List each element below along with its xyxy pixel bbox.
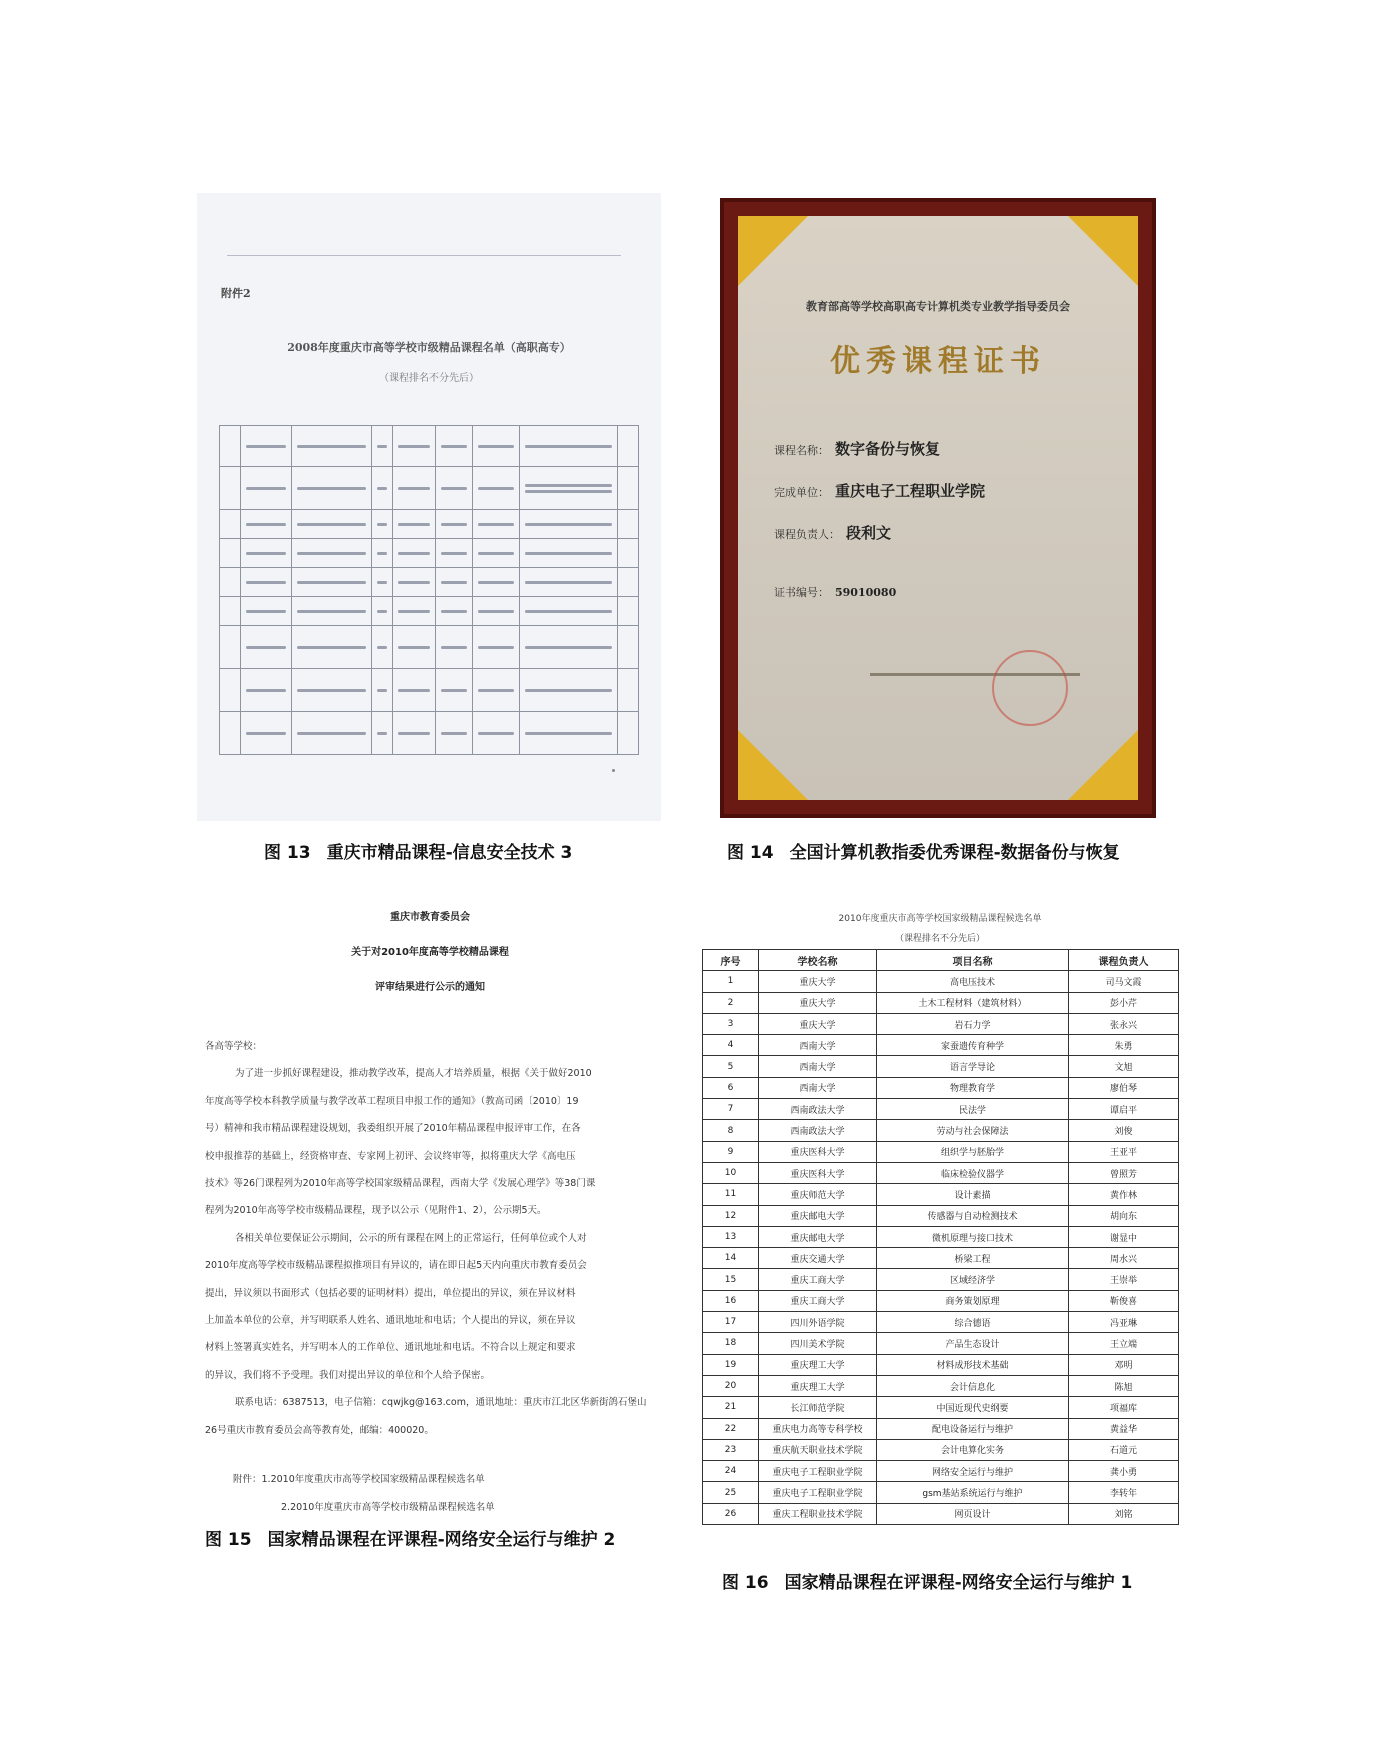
cell-school: 西南政法大学 xyxy=(759,1099,877,1120)
cell-index: 7 xyxy=(703,1099,759,1120)
table-row xyxy=(703,1333,1179,1354)
notice-line: 提出，异议须以书面形式（包括必要的证明材料）提出，单位提出的异议，须在异议材料 xyxy=(205,1287,576,1299)
table-row xyxy=(703,1056,1179,1077)
notice-line: 年度高等学校本科教学质量与教学改革工程项目申报工作的通知》（教高司函〔2010〕19 xyxy=(205,1095,579,1107)
unit-value: 重庆电子工程职业学院 xyxy=(835,482,986,500)
cell-project: 中国近现代史纲要 xyxy=(877,1397,1069,1418)
cell-school: 西南政法大学 xyxy=(759,1120,877,1141)
table-row xyxy=(703,1248,1179,1269)
leader-label: 课程负责人： xyxy=(774,528,840,541)
gold-corner-bottom-right xyxy=(1068,730,1138,800)
table-row xyxy=(703,1141,1179,1162)
cell-project: 微机原理与接口技术 xyxy=(877,1226,1069,1247)
table-row xyxy=(703,1162,1179,1183)
notice-line: 为了进一步抓好课程建设，推动教学改革，提高人才培养质量，根据《关于做好2010 xyxy=(235,1068,592,1080)
table-row xyxy=(703,992,1179,1013)
cell-school: 重庆电子工程职业学院 xyxy=(759,1482,877,1503)
caption-fig14-text: 全国计算机教指委优秀课程-数据备份与恢复 xyxy=(789,843,1120,863)
cell-project: 岩石力学 xyxy=(877,1013,1069,1034)
figure-16-candidate-table xyxy=(702,909,1178,1525)
cell-project: 语言学导论 xyxy=(877,1056,1069,1077)
cell-school: 重庆电力高等专科学校 xyxy=(759,1418,877,1439)
cell-index: 12 xyxy=(703,1205,759,1226)
cell-leader: 彭小芹 xyxy=(1069,992,1179,1013)
notice-line: 2010年度高等学校市级精品课程拟推项目有异议的，请在即日起5天内向重庆市教育委员会 xyxy=(205,1260,587,1272)
cell-school: 重庆航天职业技术学院 xyxy=(759,1439,877,1460)
cell-school: 西南大学 xyxy=(759,1035,877,1056)
cell-index: 6 xyxy=(703,1077,759,1098)
col-header-project: 项目名称 xyxy=(877,950,1069,971)
cell-school: 重庆大学 xyxy=(759,992,877,1013)
table-row xyxy=(703,1397,1179,1418)
cell-index: 9 xyxy=(703,1141,759,1162)
figure-13-scanned-list xyxy=(197,193,661,821)
notice-line: 技术》等26门课程列为2010年高等学校国家级精品课程，西南大学《发展心理学》等38门课 xyxy=(205,1178,596,1190)
notice-line: 的异议，我们将不予受理。我们对提出异议的单位和个人给予保密。 xyxy=(205,1369,491,1381)
figure-15-notice xyxy=(205,908,655,1518)
notice-attachment-1: 附件：1.2010年度重庆市高等学校国家级精品课程候选名单 xyxy=(233,1474,485,1486)
caption-fig15-number: 图 15 xyxy=(205,1530,252,1550)
cell-school: 四川外语学院 xyxy=(759,1312,877,1333)
cell-leader: 司马文霞 xyxy=(1069,971,1179,992)
caption-fig16 xyxy=(722,1568,1132,1593)
cell-project: 民法学 xyxy=(877,1099,1069,1120)
scan-top-rule xyxy=(227,255,621,256)
table-row xyxy=(703,1461,1179,1482)
gold-corner-top-left xyxy=(738,216,808,286)
cell-project: 网页设计 xyxy=(877,1503,1069,1524)
cell-school: 重庆工商大学 xyxy=(759,1269,877,1290)
cell-project: 高电压技术 xyxy=(877,971,1069,992)
cell-leader: 文旭 xyxy=(1069,1056,1179,1077)
table-subtitle: （课程排名不分先后） xyxy=(894,934,985,944)
table-row xyxy=(703,1312,1179,1333)
notice-line: 26号重庆市教育委员会高等教育处，邮编：400020。 xyxy=(205,1424,434,1436)
unit-label: 完成单位： xyxy=(774,486,829,499)
cell-leader: 李转年 xyxy=(1069,1482,1179,1503)
figure-14-certificate xyxy=(720,198,1156,818)
cell-leader: 黄益华 xyxy=(1069,1418,1179,1439)
fig13-title: 2008年度重庆市高等学校市级精品课程名单（高职高专） xyxy=(287,341,571,354)
certificate-leader-row xyxy=(774,522,891,543)
table-row xyxy=(703,1269,1179,1290)
table-row xyxy=(703,1099,1179,1120)
caption-fig13 xyxy=(264,838,572,863)
cell-index: 21 xyxy=(703,1397,759,1418)
cell-index: 19 xyxy=(703,1354,759,1375)
cell-project: 劳动与社会保障法 xyxy=(877,1120,1069,1141)
cell-index: 23 xyxy=(703,1439,759,1460)
caption-fig14-number: 图 14 xyxy=(727,843,774,863)
table-header-row xyxy=(703,950,1179,971)
col-header-leader: 课程负责人 xyxy=(1069,950,1179,971)
table-row xyxy=(703,1077,1179,1098)
cert-number-label: 证书编号： xyxy=(774,586,829,599)
cell-school: 重庆医科大学 xyxy=(759,1162,877,1183)
cell-leader: 胡向东 xyxy=(1069,1205,1179,1226)
notice-line: 联系电话：6387513，电子信箱：cqwjkg@163.com，通讯地址：重庆市江北区华新街鸽石堡山 xyxy=(235,1397,647,1409)
cell-school: 重庆电子工程职业学院 xyxy=(759,1461,877,1482)
candidate-table xyxy=(702,949,1179,1525)
fig13-subtitle: （课程排名不分先后） xyxy=(379,373,479,384)
cell-project: 桥梁工程 xyxy=(877,1248,1069,1269)
cell-project: 商务策划原理 xyxy=(877,1290,1069,1311)
cell-index: 17 xyxy=(703,1312,759,1333)
cell-index: 16 xyxy=(703,1290,759,1311)
cell-leader: 王崇举 xyxy=(1069,1269,1179,1290)
cell-leader: 项福库 xyxy=(1069,1397,1179,1418)
notice-line: 上加盖本单位的公章，并写明联系人姓名、通讯地址和电话；个人提出的异议，须在异议 xyxy=(205,1315,576,1327)
fig13-attachment-label: 附件2 xyxy=(221,287,251,300)
leader-value: 段利文 xyxy=(846,524,892,542)
caption-fig15-text: 国家精品课程在评课程-网络安全运行与维护 2 xyxy=(267,1530,616,1550)
cell-index: 24 xyxy=(703,1461,759,1482)
fig13-blurred-table xyxy=(219,425,639,755)
caption-fig13-text: 重庆市精品课程-信息安全技术 3 xyxy=(326,843,573,863)
cert-number-value: 59010080 xyxy=(835,586,897,599)
cell-index: 26 xyxy=(703,1503,759,1524)
cell-school: 重庆理工大学 xyxy=(759,1375,877,1396)
notice-line: 号）精神和我市精品课程建设规划，我委组织开展了2010年精品课程申报评审工作，在各 xyxy=(205,1123,581,1135)
notice-greeting: 各高等学校： xyxy=(205,1041,263,1052)
table-row xyxy=(703,1013,1179,1034)
cell-leader: 靳俊喜 xyxy=(1069,1290,1179,1311)
cell-leader: 黄作林 xyxy=(1069,1184,1179,1205)
table-row xyxy=(703,1503,1179,1524)
table-row xyxy=(703,1439,1179,1460)
cell-index: 13 xyxy=(703,1226,759,1247)
cell-leader: 曾照芳 xyxy=(1069,1162,1179,1183)
cell-index: 4 xyxy=(703,1035,759,1056)
cell-school: 重庆大学 xyxy=(759,971,877,992)
cell-project: 组织学与胚胎学 xyxy=(877,1141,1069,1162)
table-row xyxy=(703,1226,1179,1247)
cell-project: 家蚕遗传育种学 xyxy=(877,1035,1069,1056)
cell-project: 传感器与自动检测技术 xyxy=(877,1205,1069,1226)
cell-project: 会计电算化实务 xyxy=(877,1439,1069,1460)
notice-head-2: 关于对2010年度高等学校精品课程 xyxy=(351,947,509,958)
cell-project: 设计素描 xyxy=(877,1184,1069,1205)
certificate-unit-row xyxy=(774,480,985,501)
cell-index: 2 xyxy=(703,992,759,1013)
col-header-school: 学校名称 xyxy=(759,950,877,971)
cell-leader: 谢显中 xyxy=(1069,1226,1179,1247)
notice-head-1: 重庆市教育委员会 xyxy=(390,912,470,923)
table-row xyxy=(703,1418,1179,1439)
cell-index: 3 xyxy=(703,1013,759,1034)
cell-leader: 谭启平 xyxy=(1069,1099,1179,1120)
cell-school: 重庆理工大学 xyxy=(759,1354,877,1375)
scan-speck xyxy=(612,769,615,772)
notice-line: 各相关单位要保证公示期间，公示的所有课程在网上的正常运行，任何单位或个人对 xyxy=(235,1232,587,1244)
cell-project: 土木工程材料（建筑材料） xyxy=(877,992,1069,1013)
cell-index: 15 xyxy=(703,1269,759,1290)
cell-index: 14 xyxy=(703,1248,759,1269)
cell-project: 物理教育学 xyxy=(877,1077,1069,1098)
cell-project: 材料成形技术基础 xyxy=(877,1354,1069,1375)
cell-leader: 朱勇 xyxy=(1069,1035,1179,1056)
cell-index: 22 xyxy=(703,1418,759,1439)
table-row xyxy=(703,1290,1179,1311)
cell-leader: 刘铭 xyxy=(1069,1503,1179,1524)
table-row xyxy=(703,1482,1179,1503)
table-row xyxy=(703,1120,1179,1141)
cell-index: 20 xyxy=(703,1375,759,1396)
cell-leader: 张永兴 xyxy=(1069,1013,1179,1034)
cell-leader: 廖伯琴 xyxy=(1069,1077,1179,1098)
caption-fig16-text: 国家精品课程在评课程-网络安全运行与维护 1 xyxy=(784,1573,1133,1593)
caption-fig16-number: 图 16 xyxy=(722,1573,769,1593)
red-seal-stamp xyxy=(992,650,1068,726)
cell-project: 网络安全运行与维护 xyxy=(877,1461,1069,1482)
table-row xyxy=(703,1354,1179,1375)
cell-project: 产品生态设计 xyxy=(877,1333,1069,1354)
table-row xyxy=(703,1035,1179,1056)
cell-leader: 龚小勇 xyxy=(1069,1461,1179,1482)
cell-school: 西南大学 xyxy=(759,1056,877,1077)
cell-project: 区域经济学 xyxy=(877,1269,1069,1290)
cell-school: 重庆大学 xyxy=(759,1013,877,1034)
cell-index: 8 xyxy=(703,1120,759,1141)
caption-fig13-number: 图 13 xyxy=(264,843,311,863)
course-value: 数字备份与恢复 xyxy=(835,440,941,458)
cell-school: 重庆工商大学 xyxy=(759,1290,877,1311)
cell-index: 25 xyxy=(703,1482,759,1503)
cell-index: 5 xyxy=(703,1056,759,1077)
table-title: 2010年度重庆市高等学校国家级精品课程候选名单 xyxy=(838,914,1042,924)
cell-index: 11 xyxy=(703,1184,759,1205)
certificate-issuer: 教育部高等学校高职高专计算机类专业教学指导委员会 xyxy=(806,300,1070,313)
table-row xyxy=(703,971,1179,992)
certificate-course-row xyxy=(774,438,940,459)
cell-leader: 石道元 xyxy=(1069,1439,1179,1460)
cell-school: 重庆邮电大学 xyxy=(759,1205,877,1226)
cell-leader: 王亚平 xyxy=(1069,1141,1179,1162)
gold-corner-top-right xyxy=(1068,216,1138,286)
cell-leader: 邓明 xyxy=(1069,1354,1179,1375)
cell-project: 临床检验仪器学 xyxy=(877,1162,1069,1183)
cell-project: 会计信息化 xyxy=(877,1375,1069,1396)
cell-leader: 刘俊 xyxy=(1069,1120,1179,1141)
cell-leader: 冯亚琳 xyxy=(1069,1312,1179,1333)
certificate-number-row xyxy=(774,584,896,600)
notice-line: 材料上签署真实姓名，并写明本人的工作单位、通讯地址和电话。不符合以上规定和要求 xyxy=(205,1342,576,1354)
cell-project: 综合德语 xyxy=(877,1312,1069,1333)
notice-attachment-2: 2.2010年度重庆市高等学校市级精品课程候选名单 xyxy=(281,1501,495,1513)
cell-school: 重庆邮电大学 xyxy=(759,1226,877,1247)
cell-school: 重庆师范大学 xyxy=(759,1184,877,1205)
cell-school: 四川美术学院 xyxy=(759,1333,877,1354)
notice-line: 校申报推荐的基础上，经资格审查、专家网上初评、会议终审等，拟将重庆大学《高电压 xyxy=(205,1150,576,1162)
cell-project: 配电设备运行与维护 xyxy=(877,1418,1069,1439)
certificate-headline: 优秀课程证书 xyxy=(830,344,1046,379)
cell-school: 长江师范学院 xyxy=(759,1397,877,1418)
table-row xyxy=(703,1205,1179,1226)
cell-school: 重庆医科大学 xyxy=(759,1141,877,1162)
col-header-index: 序号 xyxy=(703,950,759,971)
cell-project: gsm基站系统运行与维护 xyxy=(877,1482,1069,1503)
cell-leader: 陈旭 xyxy=(1069,1375,1179,1396)
caption-fig15 xyxy=(205,1525,615,1550)
cell-school: 西南大学 xyxy=(759,1077,877,1098)
cell-leader: 周水兴 xyxy=(1069,1248,1179,1269)
gold-corner-bottom-left xyxy=(738,730,808,800)
notice-line: 程列为2010年高等学校市级精品课程，现予以公示（见附件1、2），公示期5天。 xyxy=(205,1205,547,1217)
notice-head-3: 评审结果进行公示的通知 xyxy=(375,982,485,993)
cell-leader: 王立端 xyxy=(1069,1333,1179,1354)
cell-index: 10 xyxy=(703,1162,759,1183)
table-row xyxy=(703,1375,1179,1396)
cell-index: 18 xyxy=(703,1333,759,1354)
cell-school: 重庆交通大学 xyxy=(759,1248,877,1269)
course-label: 课程名称： xyxy=(774,444,829,457)
caption-fig14 xyxy=(727,838,1120,863)
cell-index: 1 xyxy=(703,971,759,992)
table-body xyxy=(703,971,1179,1525)
table-row xyxy=(703,1184,1179,1205)
cell-school: 重庆工程职业技术学院 xyxy=(759,1503,877,1524)
